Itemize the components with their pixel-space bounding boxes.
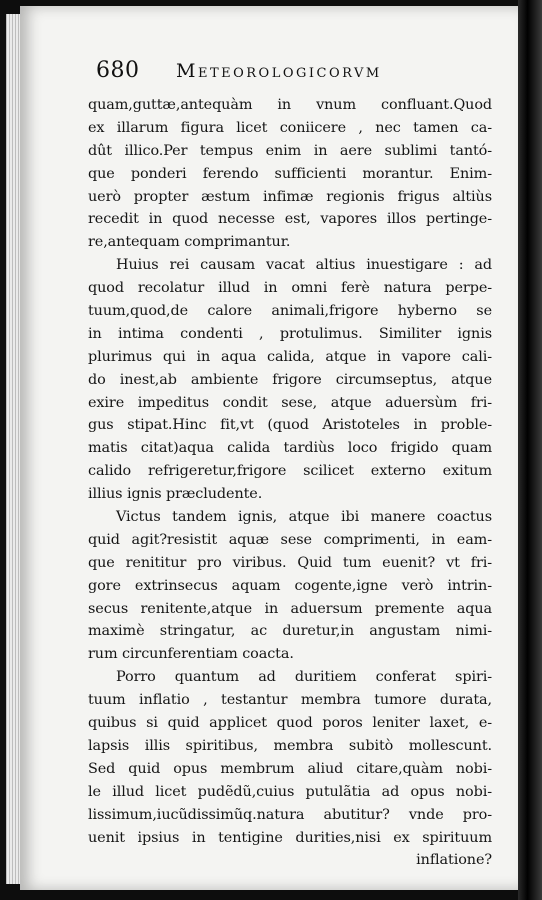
text-line: uenit ipsius in tentigine durities,nisi ex spirituum: [88, 829, 492, 846]
text-line: matis citat)aqua calida tardiùs loco frigido quam: [88, 440, 492, 457]
paragraph-start-line: Victus tandem ignis, atque ibi manere coactus: [116, 509, 492, 526]
text-line: maximè stringatur, ac duretur,in angustam nimi-: [88, 623, 492, 640]
text-line: quod recolatur illud in omni ferè natura perpe-: [88, 280, 492, 297]
text-line: gore extrinsecus aquam cogente,igne verò intrin-: [88, 577, 492, 594]
paragraph-start-line: Porro quantum ad duritiem conferat spiri-: [116, 669, 492, 686]
text-line: dût illico.Per tempus enim in aere sublimi tantó-: [88, 142, 492, 159]
text-line: gus stipat.Hinc fit,vt (quod Aristoteles in proble-: [88, 417, 492, 434]
text-line: que renititur pro viribus. Quid tum euenit? vt fri-: [88, 554, 492, 571]
text-line: lissimum,iucũdissimũq.natura abutitur? vnde pro-: [88, 806, 492, 823]
body-text: [88, 94, 492, 872]
text-line: tuum,quod,de calore animali,frigore hyberno se: [88, 303, 492, 320]
text-line: Sed quid opus membrum aliud citare,quàm nobi-: [88, 760, 492, 777]
text-line: quid agit?resistit aquæ sese comprimenti, in eam-: [88, 531, 492, 548]
text-line: ex illarum figura licet coniicere , nec tamen ca-: [88, 119, 492, 136]
book-binding: [518, 0, 542, 900]
text-line: inflatione?: [416, 852, 492, 869]
text-line: uerò propter æstum infimæ regionis frigus altiùs: [88, 188, 492, 205]
text-line: que ponderi ferendo sufficienti morantur. Enim-: [88, 165, 492, 182]
text-line: rum circunferentiam coacta.: [88, 646, 294, 663]
text-line: do inest,ab ambiente frigore circumseptus, atque: [88, 371, 492, 388]
text-line: in intima condenti , protulimus. Similiter ignis: [88, 325, 492, 342]
text-line: le illud licet pudẽdũ,cuius putulãtia ad opus nobi-: [88, 783, 492, 800]
text-line: calido refrigeretur,frigore scilicet externo exitum: [88, 463, 492, 480]
running-title: Meteorologicorvm: [176, 60, 382, 82]
text-line: quibus si quid applicet quod poros leniter laxet, e-: [88, 715, 492, 732]
text-line: recedit in quod necesse est, vapores illos pertinge-: [88, 211, 492, 228]
text-line: re,antequam comprimantur.: [88, 234, 291, 251]
text-line: lapsis illis spiritibus, membra subitò mollescunt.: [88, 737, 492, 754]
text-line: secus renitente,atque in aduersum premente aqua: [88, 600, 492, 617]
text-line: tuum inflatio , testantur membra tumore durata,: [88, 692, 492, 709]
text-line: quam,guttæ,antequàm in vnum confluant.Quod: [88, 97, 492, 113]
text-line: plurimus qui in aqua calida, atque in vapore cali-: [88, 348, 492, 365]
text-line: illius ignis præcludente.: [88, 486, 263, 503]
text-line: exire impeditus condit sese, atque aduersùm fri-: [88, 394, 492, 411]
running-header: [96, 58, 496, 88]
page-number: 680: [96, 58, 140, 83]
paragraph-start-line: Huius rei causam vacat altius inuestigare : ad: [116, 257, 492, 274]
